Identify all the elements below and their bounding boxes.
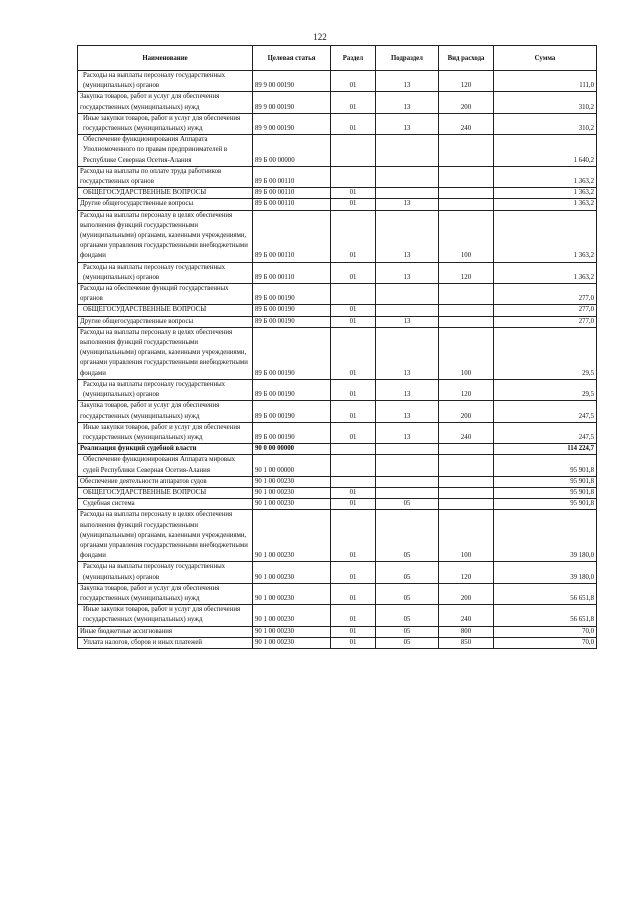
row-expense-type: 240 <box>439 113 494 134</box>
row-sum: 70,0 <box>494 637 597 648</box>
row-expense-type: 200 <box>439 583 494 604</box>
row-target-article: 90 1 00 00230 <box>253 626 331 637</box>
row-expense-type <box>439 487 494 498</box>
row-section: 01 <box>331 71 376 92</box>
row-subsection: 13 <box>376 92 439 113</box>
row-expense-type <box>439 499 494 510</box>
row-subsection: 05 <box>376 510 439 562</box>
row-section: 01 <box>331 188 376 199</box>
row-sum: 56 651,8 <box>494 583 597 604</box>
row-name: Другие общегосударственные вопросы <box>78 199 253 210</box>
row-sum: 95 901,8 <box>494 487 597 498</box>
table-row <box>78 444 597 455</box>
row-target-article: 89 9 00 00190 <box>253 113 331 134</box>
row-section: 01 <box>331 637 376 648</box>
row-target-article: 90 1 00 00230 <box>253 583 331 604</box>
row-expense-type: 800 <box>439 626 494 637</box>
row-section <box>331 166 376 187</box>
row-sum: 247,5 <box>494 422 597 443</box>
row-sum: 29,5 <box>494 327 597 379</box>
header-name: Наименование <box>78 46 253 71</box>
table-row <box>78 188 597 199</box>
row-target-article: 89 Б 00 00110 <box>253 199 331 210</box>
row-section: 01 <box>331 210 376 262</box>
table-row <box>78 626 597 637</box>
row-name: Расходы на выплаты по оплате труда работников государственных органов <box>78 166 253 187</box>
row-sum: 1 363,2 <box>494 210 597 262</box>
row-subsection <box>376 444 439 455</box>
row-subsection: 05 <box>376 499 439 510</box>
header-target-article: Целевая статья <box>253 46 331 71</box>
table-row <box>78 637 597 648</box>
row-section: 01 <box>331 262 376 283</box>
header-expense-type: Вид расхода <box>439 46 494 71</box>
row-target-article: 89 9 00 00190 <box>253 92 331 113</box>
row-target-article: 90 1 00 00000 <box>253 455 331 476</box>
row-target-article: 89 Б 00 00190 <box>253 327 331 379</box>
table-row <box>78 199 597 210</box>
row-section <box>331 444 376 455</box>
row-expense-type: 120 <box>439 71 494 92</box>
row-name: Расходы на выплаты персоналу государственных (муниципальных) органов <box>78 262 253 283</box>
row-sum: 39 180,0 <box>494 562 597 583</box>
table-row <box>78 562 597 583</box>
row-subsection: 13 <box>376 422 439 443</box>
row-expense-type: 100 <box>439 510 494 562</box>
row-sum: 277,0 <box>494 305 597 316</box>
row-target-article: 90 1 00 00230 <box>253 510 331 562</box>
row-expense-type: 240 <box>439 422 494 443</box>
table-row <box>78 487 597 498</box>
table-row <box>78 92 597 113</box>
table-header-row <box>78 46 597 71</box>
row-name: ОБЩЕГОСУДАРСТВЕННЫЕ ВОПРОСЫ <box>78 188 253 199</box>
row-name: Расходы на выплаты персоналу государственных (муниципальных) органов <box>78 71 253 92</box>
row-name: Иные закупки товаров, работ и услуг для обеспечения государственных (муниципальных) нужд <box>78 605 253 626</box>
row-name: Закупка товаров, работ и услуг для обеспечения государственных (муниципальных) нужд <box>78 583 253 604</box>
row-sum: 1 363,2 <box>494 166 597 187</box>
row-section <box>331 476 376 487</box>
row-name: Обеспечение функционирования Аппарата мировых судей Республики Северная Осетия-Алания <box>78 455 253 476</box>
row-target-article: 89 Б 00 00110 <box>253 210 331 262</box>
row-sum: 95 901,8 <box>494 499 597 510</box>
row-subsection: 05 <box>376 626 439 637</box>
row-subsection: 13 <box>376 327 439 379</box>
row-sum: 29,5 <box>494 379 597 400</box>
row-expense-type: 850 <box>439 637 494 648</box>
table-row <box>78 210 597 262</box>
row-target-article: 90 1 00 00230 <box>253 499 331 510</box>
row-name: Обеспечение деятельности аппаратов судов <box>78 476 253 487</box>
row-sum: 1 363,2 <box>494 199 597 210</box>
row-target-article: 90 1 00 00230 <box>253 476 331 487</box>
row-name: ОБЩЕГОСУДАРСТВЕННЫЕ ВОПРОСЫ <box>78 487 253 498</box>
row-expense-type: 240 <box>439 605 494 626</box>
table-body <box>78 71 597 649</box>
table-row <box>78 135 597 167</box>
header-section: Раздел <box>331 46 376 71</box>
row-target-article: 89 Б 00 00190 <box>253 422 331 443</box>
row-name: Расходы на выплаты персоналу в целях обеспечения выполнения функций государственными (муниципальными) органами, казенными учреждениями, органами управления государственными внебюджетными фондами <box>78 510 253 562</box>
row-sum: 95 901,8 <box>494 476 597 487</box>
row-expense-type <box>439 284 494 305</box>
row-name: Закупка товаров, работ и услуг для обеспечения государственных (муниципальных) нужд <box>78 401 253 422</box>
table-row <box>78 583 597 604</box>
row-name: Закупка товаров, работ и услуг для обеспечения государственных (муниципальных) нужд <box>78 92 253 113</box>
row-expense-type <box>439 476 494 487</box>
table-row <box>78 316 597 327</box>
table-row <box>78 476 597 487</box>
row-subsection <box>376 455 439 476</box>
budget-table <box>77 45 597 649</box>
row-name: Судебная система <box>78 499 253 510</box>
row-section: 01 <box>331 562 376 583</box>
row-section: 01 <box>331 327 376 379</box>
row-section: 01 <box>331 199 376 210</box>
row-subsection <box>376 305 439 316</box>
table-row <box>78 305 597 316</box>
row-sum: 310,2 <box>494 113 597 134</box>
row-section: 01 <box>331 92 376 113</box>
row-target-article: 89 Б 00 00190 <box>253 305 331 316</box>
row-expense-type: 120 <box>439 379 494 400</box>
row-expense-type: 100 <box>439 327 494 379</box>
row-target-article: 89 Б 00 00110 <box>253 166 331 187</box>
row-subsection: 13 <box>376 401 439 422</box>
row-target-article: 90 1 00 00230 <box>253 637 331 648</box>
row-target-article: 89 Б 00 00190 <box>253 401 331 422</box>
table-row <box>78 422 597 443</box>
row-expense-type: 120 <box>439 562 494 583</box>
row-subsection <box>376 284 439 305</box>
row-name: Иные закупки товаров, работ и услуг для обеспечения государственных (муниципальных) нужд <box>78 422 253 443</box>
row-section <box>331 284 376 305</box>
row-sum: 277,0 <box>494 316 597 327</box>
row-name: Другие общегосударственные вопросы <box>78 316 253 327</box>
row-sum: 114 224,7 <box>494 444 597 455</box>
table-row <box>78 499 597 510</box>
header-sum: Сумма <box>494 46 597 71</box>
row-target-article: 89 Б 00 00190 <box>253 379 331 400</box>
row-sum: 56 651,8 <box>494 605 597 626</box>
row-section: 01 <box>331 305 376 316</box>
row-subsection: 13 <box>376 71 439 92</box>
row-subsection <box>376 135 439 167</box>
row-sum: 1 363,2 <box>494 188 597 199</box>
row-expense-type <box>439 305 494 316</box>
row-name: ОБЩЕГОСУДАРСТВЕННЫЕ ВОПРОСЫ <box>78 305 253 316</box>
row-subsection <box>376 166 439 187</box>
row-subsection: 13 <box>376 316 439 327</box>
row-section: 01 <box>331 605 376 626</box>
row-expense-type: 200 <box>439 92 494 113</box>
row-section: 01 <box>331 487 376 498</box>
page-number: 122 <box>313 32 327 42</box>
row-name: Реализация функций судебной власти <box>78 444 253 455</box>
row-name: Расходы на обеспечение функций государственных органов <box>78 284 253 305</box>
row-subsection: 05 <box>376 605 439 626</box>
table-row <box>78 71 597 92</box>
row-target-article: 89 Б 00 00110 <box>253 262 331 283</box>
table-row <box>78 284 597 305</box>
row-target-article: 89 Б 00 00190 <box>253 316 331 327</box>
header-subsection: Подраздел <box>376 46 439 71</box>
row-name: Расходы на выплаты персоналу государственных (муниципальных) органов <box>78 379 253 400</box>
row-expense-type: 120 <box>439 262 494 283</box>
row-subsection: 13 <box>376 199 439 210</box>
table-row <box>78 262 597 283</box>
row-subsection: 13 <box>376 113 439 134</box>
row-expense-type <box>439 316 494 327</box>
row-target-article: 90 1 00 00230 <box>253 562 331 583</box>
row-sum: 95 901,8 <box>494 455 597 476</box>
row-sum: 277,0 <box>494 284 597 305</box>
row-expense-type: 200 <box>439 401 494 422</box>
row-name: Иные бюджетные ассигнования <box>78 626 253 637</box>
row-target-article: 89 9 00 00190 <box>253 71 331 92</box>
row-section: 01 <box>331 401 376 422</box>
row-subsection: 05 <box>376 583 439 604</box>
row-sum: 70,0 <box>494 626 597 637</box>
table-row <box>78 113 597 134</box>
row-section: 01 <box>331 379 376 400</box>
row-target-article: 89 Б 00 00000 <box>253 135 331 167</box>
row-expense-type <box>439 199 494 210</box>
table-row <box>78 327 597 379</box>
row-target-article: 90 1 00 00230 <box>253 487 331 498</box>
row-section: 01 <box>331 626 376 637</box>
row-subsection: 13 <box>376 379 439 400</box>
row-target-article: 90 1 00 00230 <box>253 605 331 626</box>
row-section: 01 <box>331 422 376 443</box>
row-section <box>331 135 376 167</box>
row-sum: 39 180,0 <box>494 510 597 562</box>
row-subsection: 13 <box>376 210 439 262</box>
row-name: Расходы на выплаты персоналу в целях обеспечения выполнения функций государственными (муниципальными) органами, казенными учреждениями, органами управления государственными внебюджетными фондами <box>78 210 253 262</box>
row-subsection: 05 <box>376 637 439 648</box>
row-subsection <box>376 476 439 487</box>
row-section: 01 <box>331 499 376 510</box>
row-subsection <box>376 487 439 498</box>
row-name: Расходы на выплаты персоналу государственных (муниципальных) органов <box>78 562 253 583</box>
row-target-article: 90 0 00 00000 <box>253 444 331 455</box>
row-subsection: 05 <box>376 562 439 583</box>
row-sum: 247,5 <box>494 401 597 422</box>
row-section: 01 <box>331 113 376 134</box>
row-sum: 111,0 <box>494 71 597 92</box>
row-expense-type <box>439 135 494 167</box>
row-section <box>331 455 376 476</box>
row-name: Иные закупки товаров, работ и услуг для обеспечения государственных (муниципальных) нужд <box>78 113 253 134</box>
row-expense-type <box>439 166 494 187</box>
row-expense-type <box>439 444 494 455</box>
table-row <box>78 510 597 562</box>
row-expense-type: 100 <box>439 210 494 262</box>
row-name: Уплата налогов, сборов и иных платежей <box>78 637 253 648</box>
row-target-article: 89 Б 00 00190 <box>253 284 331 305</box>
row-sum: 1 363,2 <box>494 262 597 283</box>
row-section: 01 <box>331 510 376 562</box>
row-expense-type <box>439 455 494 476</box>
row-subsection: 13 <box>376 262 439 283</box>
row-name: Обеспечение функционирования Аппарата Уполномоченного по правам предпринимателей в Республике Северная Осетия-Алания <box>78 135 253 167</box>
row-target-article: 89 Б 00 00110 <box>253 188 331 199</box>
row-name: Расходы на выплаты персоналу в целях обеспечения выполнения функций государственными (муниципальными) органами, казенными учреждениями, органами управления государственными внебюджетными фондами <box>78 327 253 379</box>
row-sum: 310,2 <box>494 92 597 113</box>
row-sum: 1 640,2 <box>494 135 597 167</box>
table-row <box>78 455 597 476</box>
row-section: 01 <box>331 583 376 604</box>
row-section: 01 <box>331 316 376 327</box>
table-row <box>78 166 597 187</box>
table-row <box>78 379 597 400</box>
table-row <box>78 605 597 626</box>
row-expense-type <box>439 188 494 199</box>
row-subsection <box>376 188 439 199</box>
table-row <box>78 401 597 422</box>
